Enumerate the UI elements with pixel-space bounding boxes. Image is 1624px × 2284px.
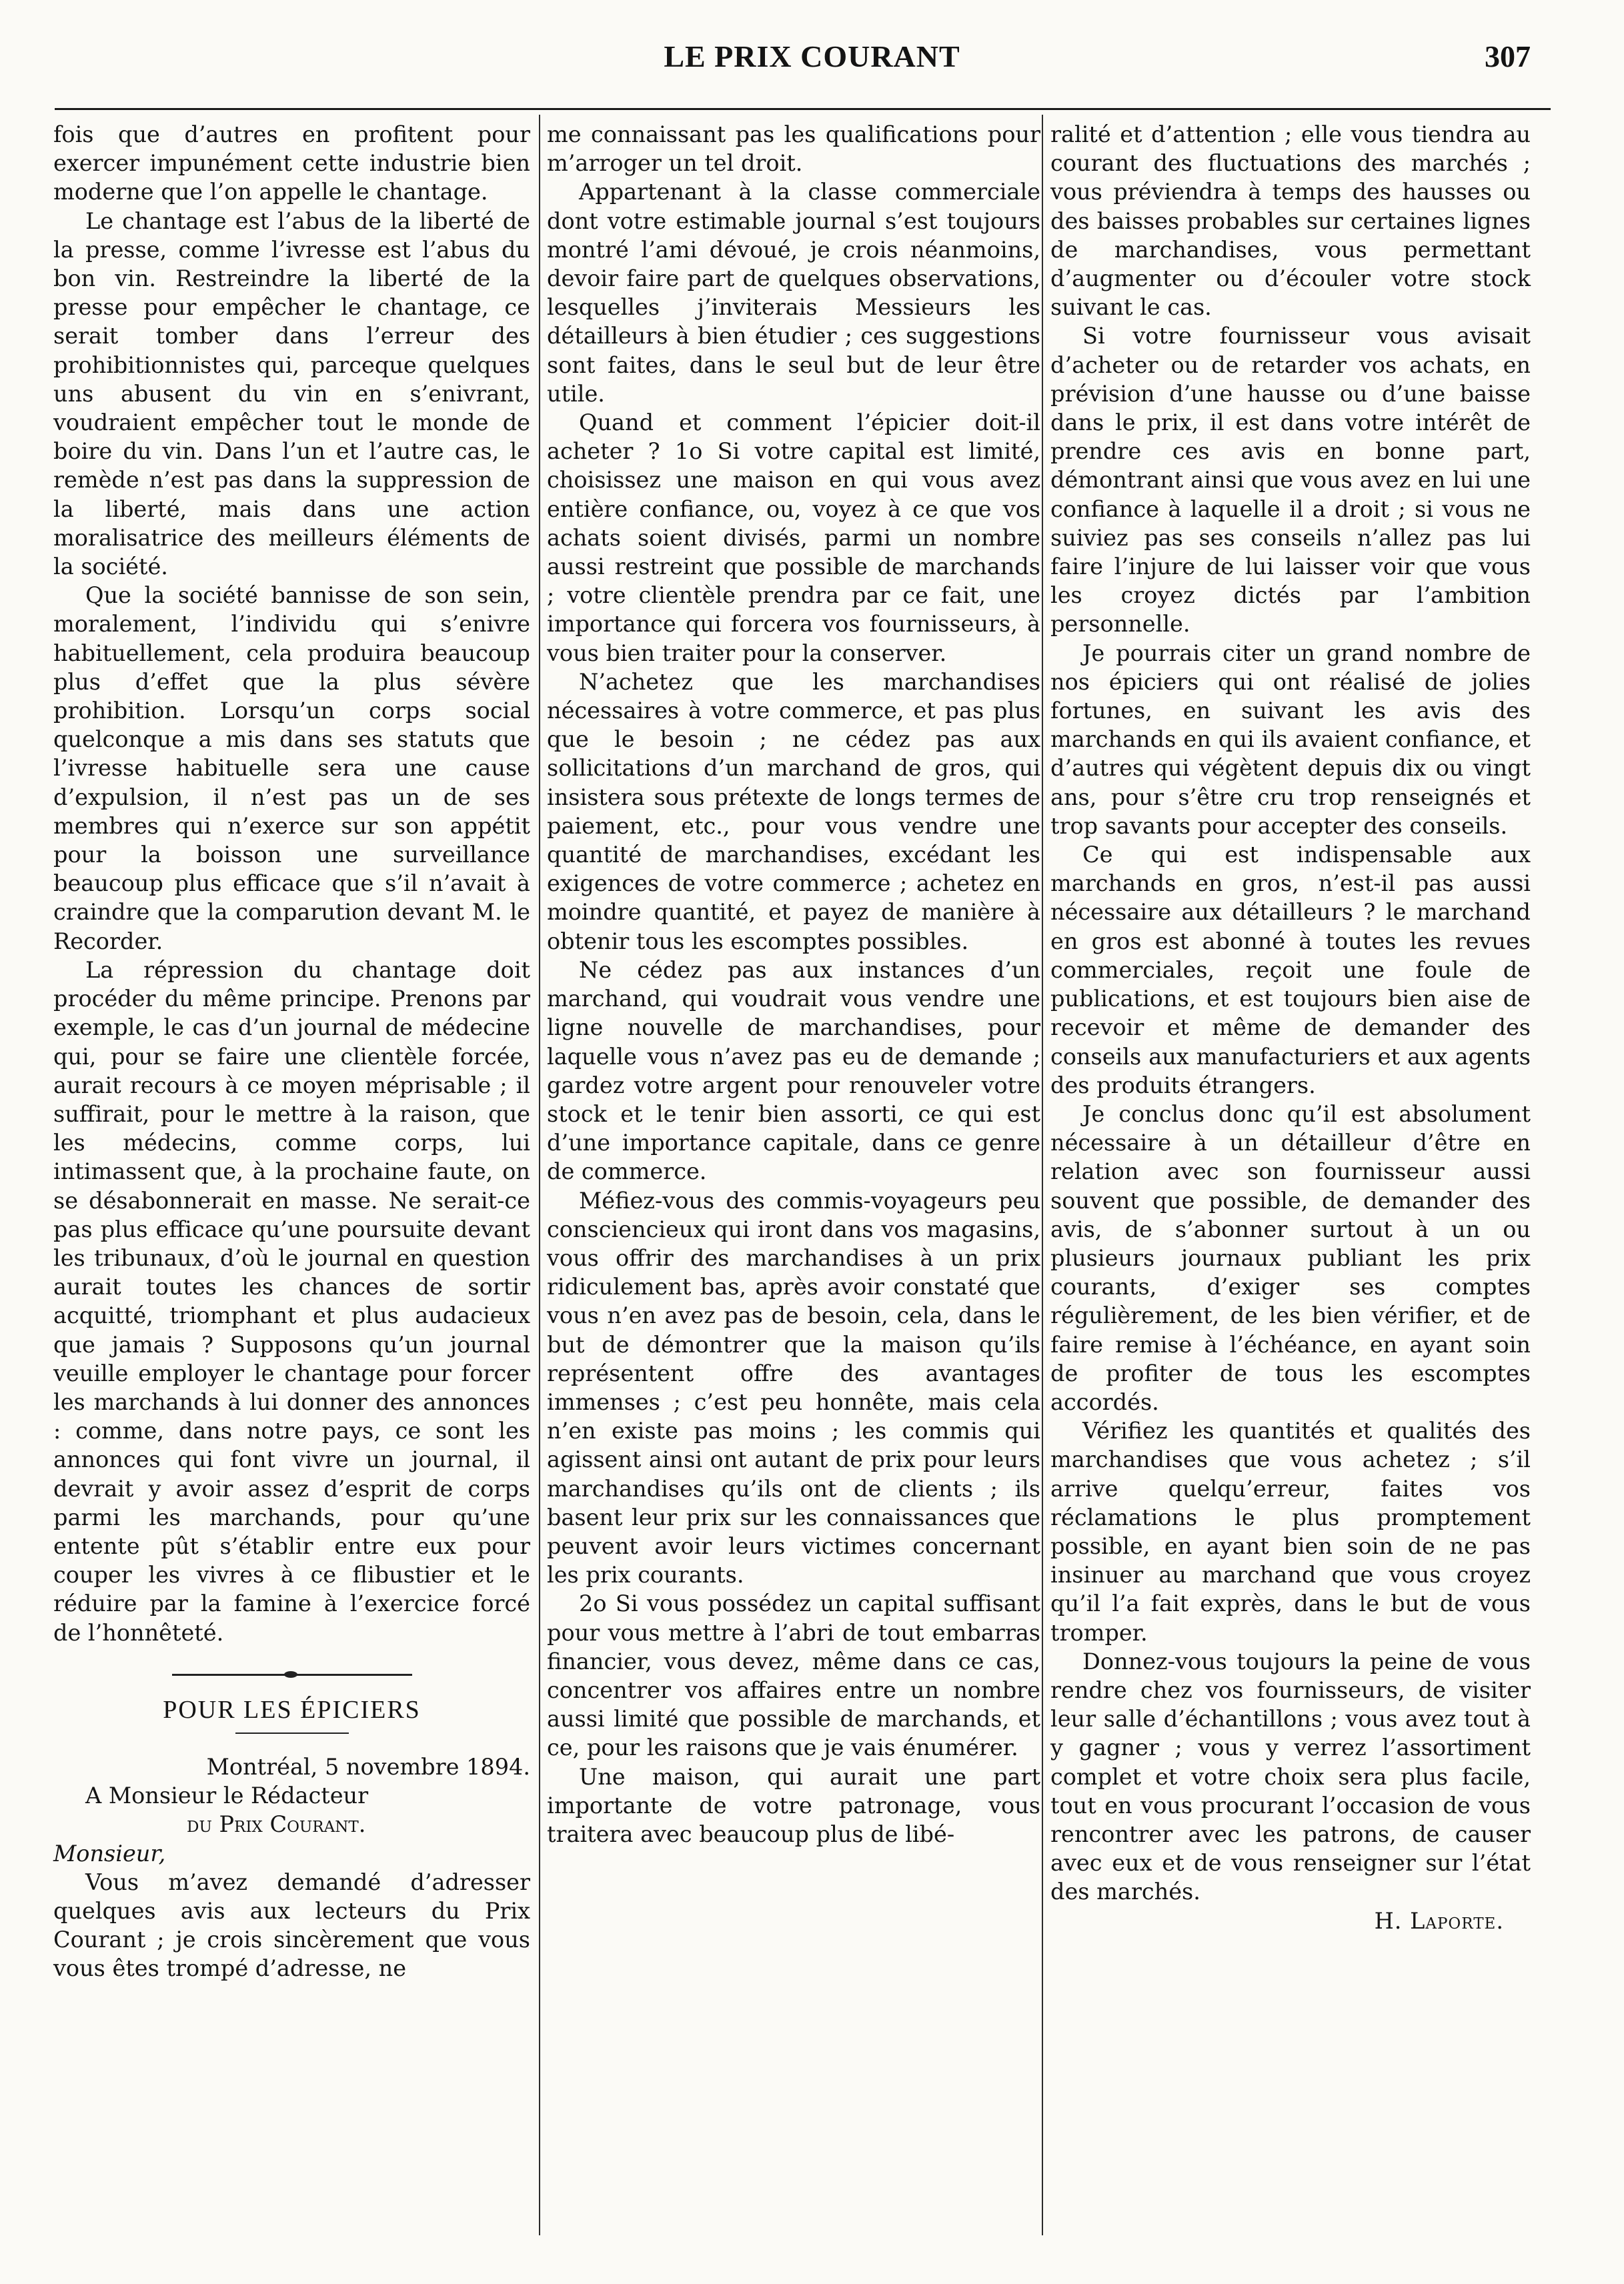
paragraph: Que la société bannisse de son sein, moralement, l’individu qui s’enivre habituellement, cela produira beaucoup plus d’effet que la plus sévère prohibition. Lorsqu’un corps social quelconque a mis dans ses statuts que l’ivresse habituelle sera une cause d’expulsion, il n’est pas un de ses membres qui n’exerce sur son appétit pour la boisson une surveillance beaucoup plus efficace que s’il n’avait à craindre que la comparution devant M. le Recorder. bbox=[53, 582, 530, 954]
addressee-line: A Monsieur le Rédacteur bbox=[85, 1783, 369, 1809]
paragraph: fois que d’autres en profitent pour exercer impunément cette industrie bien moderne que l’on appelle le chantage. bbox=[53, 121, 530, 205]
paragraph: Vérifiez les quantités et qualités des marchandises que vous achetez ; s’il arrive quelqu’erreur, faites vos réclamations le plus promptement possible, en ayant bien soin de ne pas insinuer au marchand que vous croyez qu’il l’a fait exprès, dans le but de vous tromper. bbox=[1050, 1418, 1531, 1646]
paragraph: Le chantage est l’abus de la liberté de la presse, comme l’ivresse est l’abus du bon vin. Restreindre la liberté de la presse pour empêcher le chantage, ce serait tomber dans l’erreur des prohibitionnistes qui, parceque quelques uns abusent du vin en s’enivrant, voudraient empêcher tout le monde de boire du vin. Dans l’un et l’autre cas, le remède n’est pas dans la suppression de la liberté, mais dans une action moralisatrice des meilleurs éléments de la société. bbox=[53, 207, 530, 580]
column-2 bbox=[547, 120, 1040, 1849]
paragraph: Je pourrais citer un grand nombre de nos épiciers qui ont réalisé de jolies fortunes, en suivant les avis des marchands en qui ils avaient confiance, et d’autres qui végètent depuis dix ou vingt ans, pour s’être cru trop renseignés et trop savants pour accepter des conseils. bbox=[1050, 640, 1531, 839]
paragraph: Méfiez-vous des commis-voyageurs peu consciencieux qui iront dans vos magasins, vous offrir des marchandises à un prix ridiculement bas, après avoir constaté que vous n’en avez pas de besoin, cela, dans le but de démontrer que la maison qu’ils représentent offre des avantages immenses ; c’est peu honnête, mais cela n’en existe pas moins ; les commis qui agissent ainsi ont autant de prix pour leurs marchandises qu’ils ont de clients ; ils basent leur prix sur les connaissances que peuvent avoir leurs victimes concernant les prix courants. bbox=[547, 1187, 1040, 1588]
dateline: Montréal, 5 novembre 1894. bbox=[206, 1753, 530, 1780]
paragraph: Ce qui est indispensable aux marchands en gros, n’est-il pas aussi nécessaire aux détailleurs ? le marchand en gros est abonné à toutes les revues commerciales, reçoit une foule de publications, et est toujours bien aise de recevoir et même de demander des conseils aux manufacturiers et aux agents des produits étrangers. bbox=[1050, 842, 1531, 1098]
page-number: 307 bbox=[1485, 39, 1531, 73]
column-1 bbox=[53, 120, 530, 1983]
paragraph: Appartenant à la classe commerciale dont votre estimable journal s’est toujours montré l’ami dévoué, je crois néanmoins, devoir faire part de quelques observations, lesquelles j’inviterais Messieurs les détailleurs à bien étudier ; ces suggestions sont faites, dans le seul but de leur être utile. bbox=[547, 179, 1040, 407]
paragraph: Je conclus donc qu’il est absolument nécessaire à un détailleur d’être en relation avec son fournisseur aussi souvent que possible, de demander des avis, de s’abonner surtout à un ou plusieurs journaux publiant les prix courants, d’exiger ses comptes régulièrement, de les bien vérifier, et de faire remise à l’échéance, en ayant soin de profiter de tous les escomptes accordés. bbox=[1050, 1100, 1531, 1415]
paragraph: Vous m’avez demandé d’adresser quelques avis aux lecteurs du Prix Courant ; je crois sincèrement que vous vous êtes trompé d’adresse, ne bbox=[53, 1869, 530, 1982]
paragraph: Une maison, qui aurait une part importante de votre patronage, vous traitera avec beaucoup plus de libé- bbox=[547, 1763, 1040, 1847]
paragraph: 2o Si vous possédez un capital suffisant pour vous mettre à l’abri de tout embarras financier, vous devez, même dans ce cas, concentrer vos affaires entre un nombre aussi limité que possible de marchands, et ce, pour les raisons que je vais énumérer. bbox=[547, 1590, 1040, 1761]
signature: H. Laporte. bbox=[1374, 1907, 1504, 1934]
section-ornament bbox=[172, 1674, 412, 1676]
paragraph: me connaissant pas les qualifications pour m’arroger un tel droit. bbox=[547, 121, 1040, 177]
addressee-line: du Prix Courant. bbox=[187, 1811, 366, 1838]
running-head bbox=[0, 39, 1624, 85]
paragraph: ralité et d’attention ; elle vous tiendra au courant des fluctuations des marchés ; vous préviendra à temps des hausses ou des baisses probables sur certaines lignes de marchandises, vous permettant d’augmenter ou d’écouler votre stock suivant le cas. bbox=[1050, 121, 1531, 321]
paragraph: Si votre fournisseur vous avisait d’acheter ou de retarder vos achats, en prévision d’une hausse ou d’une baisse dans le prix, il est dans votre intérêt de prendre ces avis en bonne part, démontrant ainsi que vous avez en lui une confiance à laquelle il a droit ; si vous ne suiviez pas ses conseils n’allez pas lui faire l’injure de lui laisser voir que vous les croyez dictés par l’ambition personnelle. bbox=[1050, 323, 1531, 638]
journal-title: LE PRIX COURANT bbox=[664, 39, 960, 73]
paragraph: N’achetez que les marchandises nécessaires à votre commerce, et pas plus que le besoin ; ne cédez pas aux sollicitations d’un marchand de gros, qui insistera sous prétexte de longs termes de paiement, etc., pour vous vendre une quantité de marchandises, excédant les exigences de votre commerce ; achetez en moindre quantité, et payez de manière à obtenir tous les escomptes possibles. bbox=[547, 668, 1040, 954]
header-rule bbox=[55, 108, 1551, 110]
paragraph: Ne cédez pas aux instances d’un marchand, qui voudrait vous vendre une ligne nouvelle de marchandises, pour laquelle vous n’avez pas eu de demande ; gardez votre argent pour renouveler votre stock et le tenir bien assorti, ce qui est d’une importance capitale, dans ce genre de commerce. bbox=[547, 956, 1040, 1185]
paragraph: Quand et comment l’épicier doit-il acheter ? 1o Si votre capital est limité, choisissez une maison en qui vous avez entière confiance, ou, voyez à ce que vos achats soient divisés, parmi un nombre aussi restreint que possible de marchands ; votre clientèle prendra par ce fait, une importance qui forcera vos fournisseurs, à vous bien traiter pour la conserver. bbox=[547, 409, 1040, 666]
column-divider bbox=[1042, 115, 1043, 2235]
column-divider bbox=[539, 115, 540, 2235]
salutation: Monsieur, bbox=[53, 1840, 166, 1867]
section-title: POUR LES ÉPICIERS bbox=[163, 1695, 421, 1724]
paragraph: La répression du chantage doit procéder du même principe. Prenons par exemple, le cas d’un journal de médecine qui, pour se faire une clientèle forcée, aurait recours à ce moyen méprisable ; il suffirait, pour le mettre à la raison, que les médecins, comme corps, lui intimassent que, à la prochaine faute, on se désabonnerait en masse. Ne serait-ce pas plus efficace qu’une poursuite devant les tribunaux, d’où le journal en question aurait toutes les chances de sortir acquitté, triomphant et plus audacieux que jamais ? Supposons qu’un journal veuille employer le chantage pour forcer les marchands à lui donner des annonces : comme, dans notre pays, ce sont les annonces qui font vivre un journal, il devrait y avoir assez d’esprit de corps parmi les marchands, pour qu’une entente pût s’établir entre eux pour couper les vivres à ce flibustier et le réduire par la famine à l’exercice forcé de l’honnêteté. bbox=[53, 956, 530, 1646]
column-3 bbox=[1050, 120, 1531, 1935]
section-rule bbox=[235, 1733, 349, 1734]
paragraph: Donnez-vous toujours la peine de vous rendre chez vos fournisseurs, de visiter leur salle d’échantillons ; vous avez tout à y gagner ; vous y verrez l’assortiment complet et votre choix sera plus facile, tout en vous procurant l’occasion de vous rencontrer avec les patrons, de causer avec eux et de vous renseigner sur l’état des marchés. bbox=[1050, 1648, 1531, 1905]
